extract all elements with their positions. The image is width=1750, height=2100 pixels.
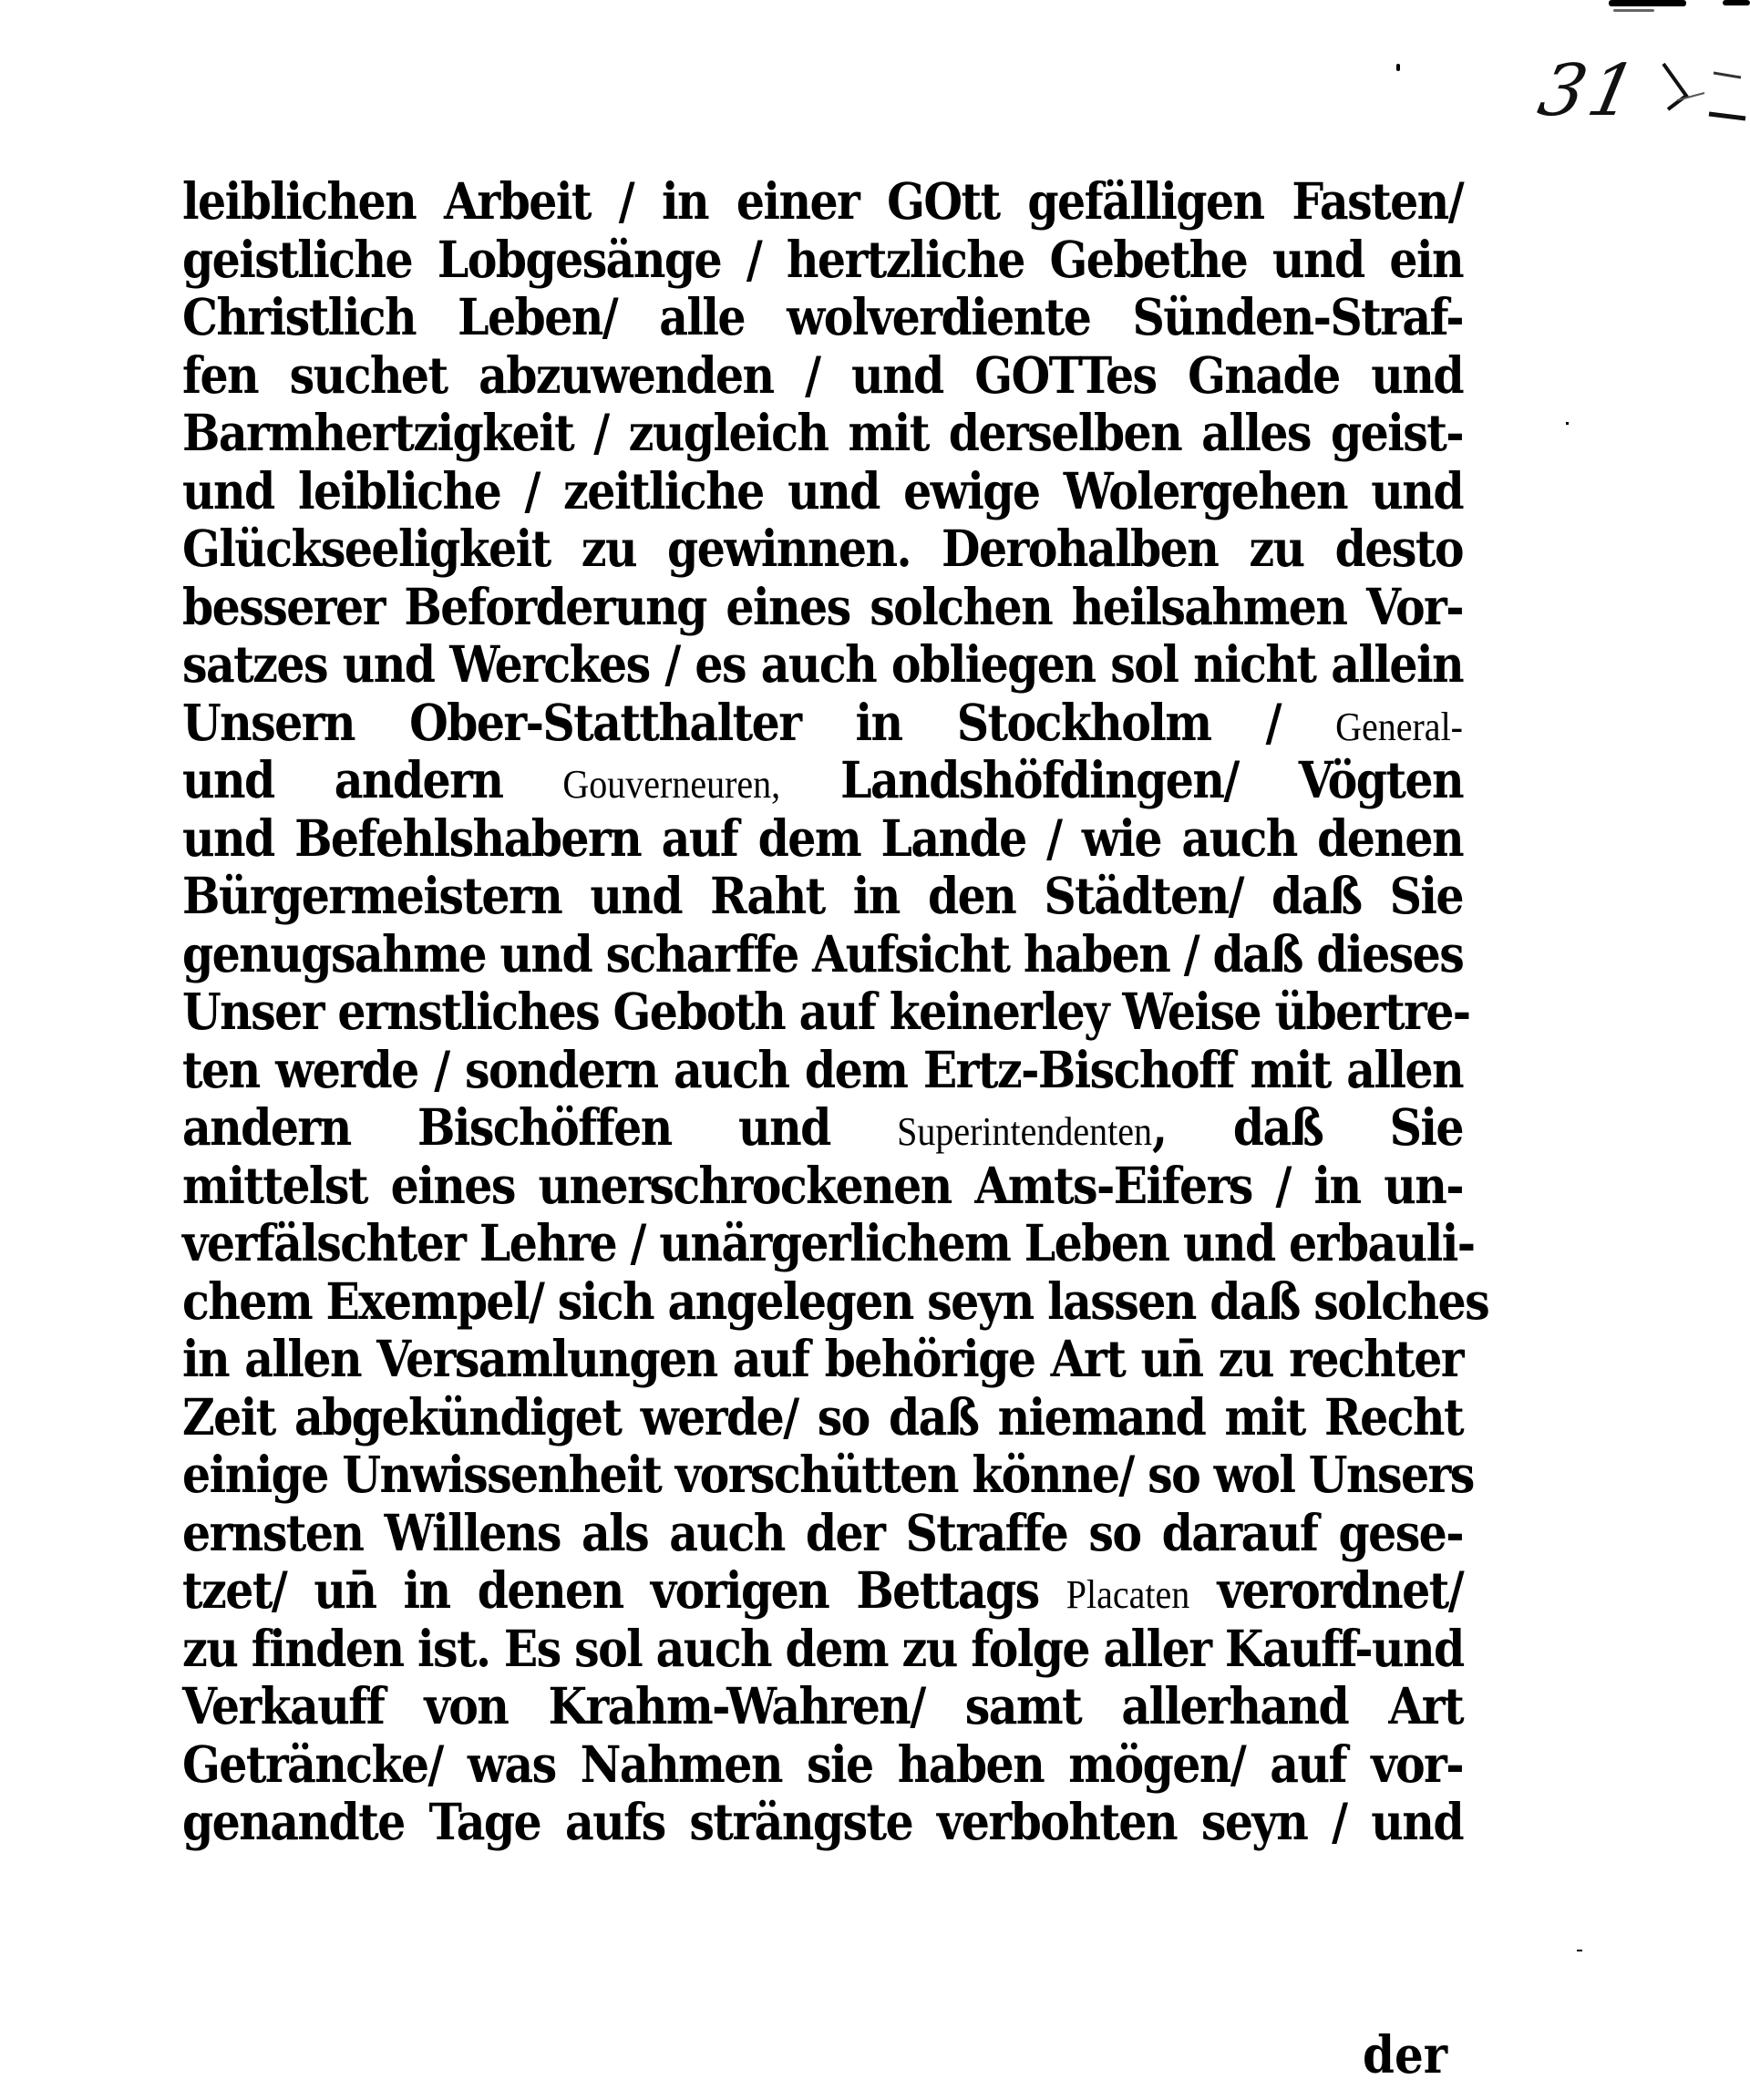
fraktur-text: Bürgermeistern und Raht in den Städten/ daß Sie <box>182 866 1463 926</box>
text-line <box>182 1617 1463 1682</box>
text-line <box>182 691 1463 756</box>
text-line <box>182 633 1463 697</box>
text-line <box>182 1674 1463 1739</box>
fraktur-text: tzet/ un̄ in denen vorigen Bettags <box>182 1560 1066 1621</box>
fraktur-text: Unsern Ober-Statthalter in Stockholm / <box>182 692 1336 752</box>
text-line <box>182 1733 1463 1797</box>
fraktur-text: verfälschter Lehre / unärgerlichem Leben und erbauli- <box>182 1213 1475 1273</box>
antiqua-word: Gouverneuren, <box>562 760 781 808</box>
text-line <box>182 228 1463 293</box>
text-line <box>182 1038 1463 1103</box>
fraktur-text: ernsten Willens als auch der Straffe so darauf gese- <box>182 1502 1463 1562</box>
fraktur-text: Glückseeligkeit zu gewinnen. Derohalben zu desto <box>182 519 1463 579</box>
text-line <box>182 980 1470 1045</box>
antiqua-word: Superintendenten <box>897 1107 1153 1155</box>
fraktur-text: in allen Versamlungen auf behörige Art un̄ zu rechter <box>182 1329 1463 1389</box>
fraktur-text: mittelst eines unerschrockenen Amts-Eifers / in un- <box>182 1155 1463 1215</box>
catchword: der <box>1363 2024 1448 2085</box>
text-line <box>182 1211 1475 1276</box>
fraktur-text: zu finden ist. Es sol auch dem zu folge aller Kauff-und <box>182 1618 1464 1678</box>
fraktur-text: Geträncke/ was Nahmen sie haben mögen/ auf vor- <box>182 1734 1463 1794</box>
fraktur-text: besserer Beforderung eines solchen heilsahmen Vor- <box>182 576 1463 636</box>
scan-artifact <box>1613 9 1654 12</box>
text-line <box>182 575 1463 640</box>
body-text <box>182 171 1489 1852</box>
text-line <box>182 1790 1463 1855</box>
fraktur-text: Unser ernstliches Geboth auf keinerley Weise übertre- <box>182 982 1470 1042</box>
fraktur-text: geistliche Lobgesänge / hertzliche Gebethe und ein <box>182 229 1463 289</box>
text-line <box>182 1154 1463 1219</box>
text-line <box>182 459 1463 524</box>
fraktur-text: Landshöfdingen/ Vögten <box>780 750 1463 810</box>
handwritten-mark-icon <box>1650 46 1750 128</box>
fraktur-text: verordnet/ <box>1189 1560 1464 1621</box>
scan-artifact <box>1609 0 1686 6</box>
fraktur-text: fen suchet abzuwenden / und GOTTes Gnade und <box>182 345 1463 405</box>
fraktur-text: Christlich Leben/ alle wolverdiente Sünden-Straf- <box>182 287 1463 347</box>
fraktur-text: Barmhertzigkeit / zugleich mit derselben alles geist- <box>182 403 1463 463</box>
text-line <box>182 1501 1463 1566</box>
text-line <box>182 170 1463 234</box>
fraktur-text: und leibliche / zeitliche und ewige Wolergehen und <box>182 460 1463 520</box>
text-line <box>182 922 1463 987</box>
fraktur-text: , daß Sie <box>1152 1097 1463 1158</box>
fraktur-text: ten werde / sondern auch dem Ertz-Bischoff mit allen <box>182 1039 1463 1099</box>
text-line <box>182 807 1463 871</box>
text-line <box>182 1096 1463 1160</box>
fraktur-text: genandte Tage aufs strängste verbohten seyn / und <box>182 1792 1463 1852</box>
text-line <box>182 1385 1463 1450</box>
text-line <box>182 285 1463 350</box>
text-line <box>182 1559 1463 1623</box>
text-line <box>182 864 1463 929</box>
fraktur-text: und andern <box>182 750 563 810</box>
fraktur-text: genugsahme und scharffe Aufsicht haben / daß dieses <box>182 923 1464 983</box>
text-line <box>182 344 1463 408</box>
fraktur-text: leiblichen Arbeit / in einer GOtt gefälligen Fasten/ <box>182 171 1463 232</box>
fraktur-text: Verkauff von Krahm-Wahren/ samt allerhand Art <box>182 1676 1463 1736</box>
text-line <box>182 1270 1489 1334</box>
fraktur-text: einige Unwissenheit vorschütten könne/ so wol Unsers <box>182 1445 1474 1505</box>
text-line <box>182 517 1463 582</box>
fraktur-text: satzes und Werckes / es auch obliegen sol nicht allein <box>182 634 1463 695</box>
text-line <box>182 1443 1474 1508</box>
fraktur-text: Zeit abgekündiget werde/ so daß niemand mit Recht <box>182 1386 1463 1446</box>
text-line <box>182 748 1463 813</box>
fraktur-text: chem Exempel/ sich angelegen seyn lassen daß solches <box>182 1271 1489 1331</box>
scan-speck <box>1577 1950 1582 1951</box>
fraktur-text: und Befehlshabern auf dem Lande / wie auch denen <box>182 808 1463 868</box>
antiqua-word: General- <box>1335 703 1463 749</box>
text-line <box>182 401 1463 466</box>
antiqua-word: Placaten <box>1065 1570 1190 1618</box>
handwritten-folio-number: 31 <box>1531 50 1647 132</box>
scan-speck <box>1396 64 1400 71</box>
fraktur-text: andern Bischöffen und <box>182 1097 898 1158</box>
text-line <box>182 1327 1463 1392</box>
scan-artifact <box>1723 0 1750 5</box>
scan-speck <box>1566 422 1569 425</box>
